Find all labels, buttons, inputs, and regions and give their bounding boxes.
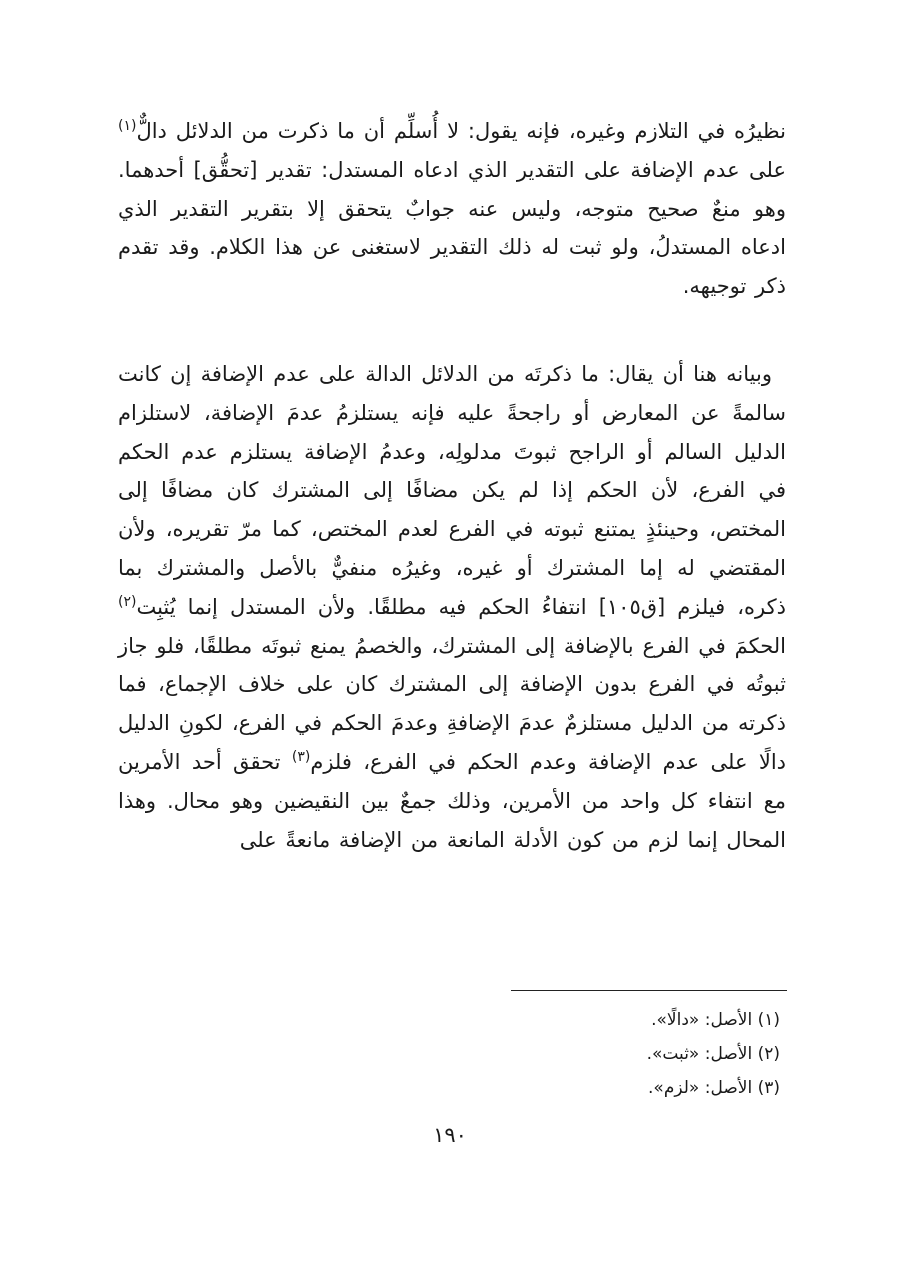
page-number: ١٩٠ bbox=[433, 1123, 467, 1147]
paragraph-1-text-b: على عدم الإضافة على التقدير الذي ادعاه المستدل: تقدير [تحقُّق] أحدهما. وهو منعٌ صحيح متوجه، وليس عنه جوابٌ يتحقق إلا بتقرير التقدير الذي ادعاه المستدلُ، ولو ثبت له ذلك التقدير لاستغنى عن هذا الكلام. وقد تقدم ذكر توجيهه. bbox=[118, 157, 786, 299]
footnote-2: (٢) الأصل: «ثبت». bbox=[646, 1044, 780, 1064]
paragraph-2-text-c: تحقق أحد الأمرين مع انتفاء كل واحد من الأمرين، وذلك جمعٌ بين النقيضين وهو محال. وهذا المحال إنما لزم من كون الأدلة المانعة من الإضافة مانعةً على bbox=[118, 749, 786, 852]
paragraph-1 bbox=[118, 112, 786, 306]
paragraph-2-text-b: الحكمَ في الفرع بالإضافة إلى المشترك، والخصمُ يمنع ثبوتَه مطلقًا، فلو جاز ثبوتُه في الفرع بدون الإضافة إلى المشترك كان على خلاف الإجماع، فما ذكرته من الدليل مستلزمٌ عدمَ الإضافةِ وعدمَ الحكم في الفرع، لكونِ الدليل دالًا على عدم الإضافة وعدم الحكم في الفرع، فلزم bbox=[118, 633, 787, 774]
footnote-3: (٣) الأصل: «لزم». bbox=[648, 1078, 780, 1098]
footnote-divider bbox=[511, 990, 787, 991]
footnote-ref-3: (٣) bbox=[291, 748, 311, 765]
footnotes bbox=[480, 1003, 780, 1105]
footnote-ref-2: (٢) bbox=[118, 593, 137, 610]
footnote-ref-1: (١) bbox=[118, 118, 137, 134]
paragraph-1-text-a: نظيرُه في التلازم وغيره، فإنه يقول: لا أُسلِّم أن ما ذكرت من الدلائل دالٌّ bbox=[136, 119, 786, 143]
footnote-1: (١) الأصل: «دالًا». bbox=[651, 1010, 780, 1030]
paragraph-2 bbox=[118, 355, 786, 859]
paragraph-2-text-a: وبيانه هنا أن يقال: ما ذكرتَه من الدلائل الدالة على عدم الإضافة إن كانت سالمةً عن المعارض أو راجحةً عليه فإنه يستلزمُ عدمَ الإضافة، لاستلزام الدليل السالم أو الراجح ثبوتَ مدلولِه، وعدمُ الإضافة يستلزم عدم الحكم في الفرع، لأن الحكم إذا لم يكن مضافًا إلى المشترك كان مضافًا إلى المختص، وحينئذٍ يمتنع ثبوته في الفرع لعدم المختص، كما مرّ تقريره، ولأن المقتضي له إما المشترك أو غيره، وغيرُه منفيٌّ بالأصل والمشترك بما ذكره، فيلزم [ق١٠٥] انتفاءُ الحكم فيه مطلقًا. ولأن المستدل إنما يُثبِت bbox=[118, 362, 786, 619]
